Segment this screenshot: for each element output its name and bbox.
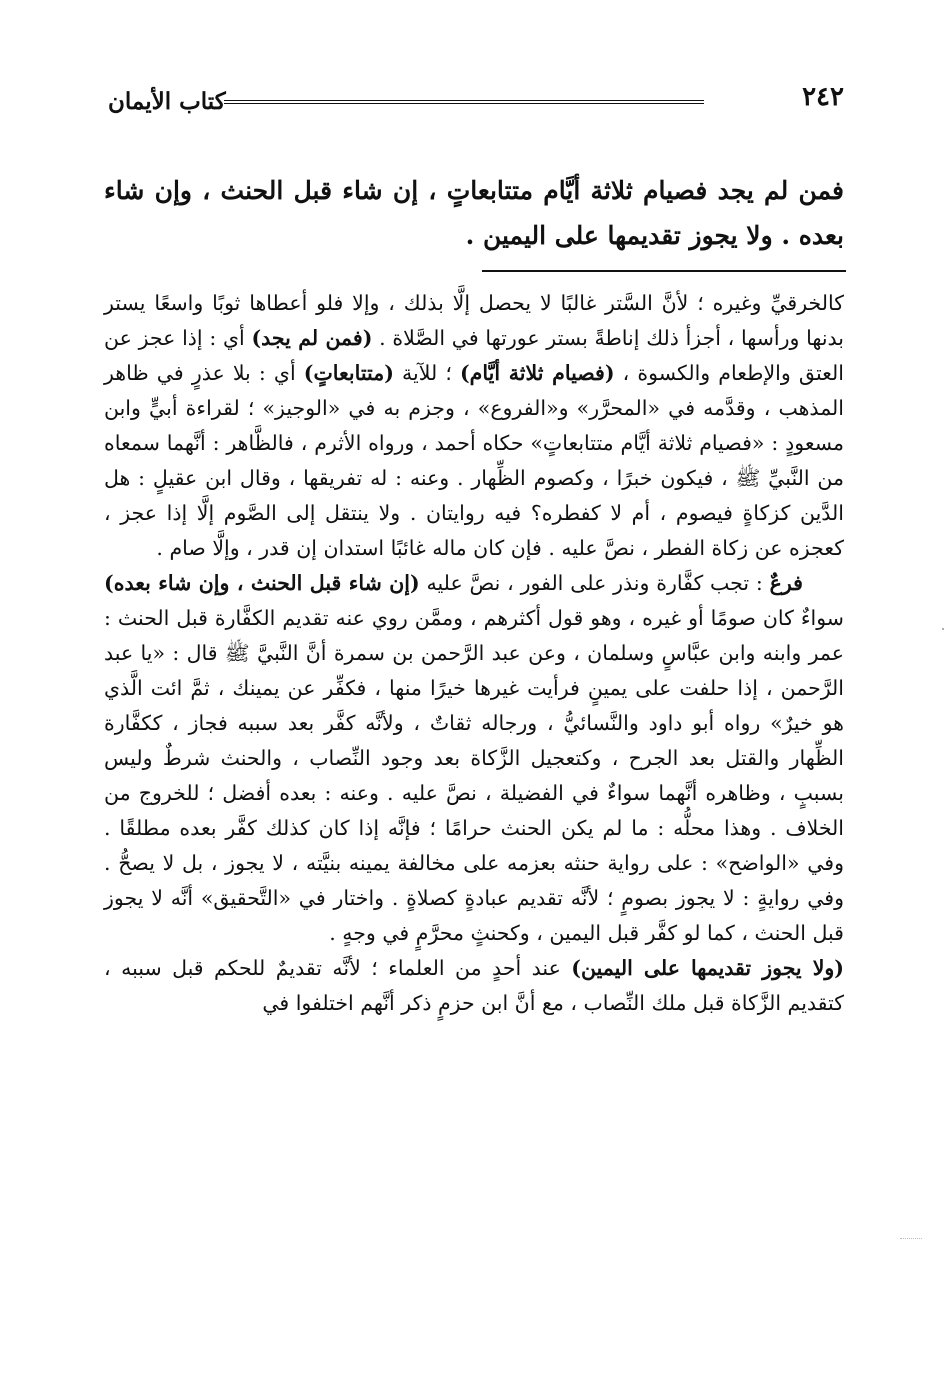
matn-quote: (إن شاء قبل الحنث ، وإن شاء بعده)	[104, 571, 420, 595]
commentary-text: أي : إذا عجز عن العتق والإطعام والكسوة ،	[104, 326, 844, 385]
commentary-text: سواءٌ كان صومًا أو غيره ، وهو قول أكثرهم ، وممَّن روي عنه تقديم الكفَّارة قبل الحنث : عمر وابنه وابن عبَّاسٍ وسلمان ، وعن عبد الرَّحمن بن سمرة أنَّ النَّبيَّ ﷺ قال : «يا عبد الرَّحمن ، إذا حلفت على يمينٍ فرأيت غيرها خيرًا منها ، فكفِّر عن يمينك ، ثمَّ ائت الَّذي هو خيرٌ» رواه أبو داود والنَّسائيُّ ، ورجاله ثقاتٌ ، ولأنَّه كفَّر بعد سببه فجاز ، ككفَّارة الظِّهار والقتل بعد الجرح ، وكتعجيل الزَّكاة بعد وجود النِّصاب ، والحنث شرطٌ وليس بسببٍ ، وظاهره أنَّهما سواءٌ في الفضيلة ، نصَّ عليه . وعنه : بعده أفضل ؛ للخروج من الخلاف . وهذا محلُّه : ما لم يكن الحنث حرامًا ؛ فإنَّه إذا كان كذلك كفَّر بعده مطلقًا . وفي «الواضح» : على رواية حنثه بعزمه على مخالفة يمينه بنيَّته ، لا يجوز ، بل لا يصحُّ . وفي روايةٍ : لا يجوز بصومٍ ؛ لأنَّه تقديم عبادةٍ كصلاةٍ . واختار في «التَّحقيق» أنَّه لا يجوز قبل الحنث ، كما لو كفَّر قبل اليمين ، وكحنثٍ محرَّمٍ في وجهٍ .	[104, 606, 844, 945]
scan-artifact	[900, 1238, 922, 1243]
matn-text: فمن لم يجد فصيام ثلاثة أيَّام متتابعاتٍ ، إن شاء قبل الحنث ، وإن شاء بعده . ولا يجوز تقديمها على اليمين .	[104, 176, 844, 250]
scan-artifact	[942, 628, 944, 630]
matn-quote: (متتابعاتٍ)	[303, 361, 394, 385]
book-title: كتاب الأيمان	[108, 88, 226, 115]
page-number: ٢٤٢	[802, 82, 844, 112]
commentary-paragraph-1	[104, 286, 844, 566]
commentary-paragraph-3	[104, 951, 844, 1021]
matn-separator-rule	[482, 270, 846, 272]
commentary-text: : تجب كفَّارة ونذر على الفور ، نصَّ عليه	[419, 571, 770, 595]
matn-quote: (فصيام ثلاثة أيَّام)	[459, 361, 615, 385]
header-rule	[224, 100, 704, 104]
section-heading: فرعٌ	[769, 571, 803, 595]
matn-quote: (ولا يجوز تقديمها على اليمين)	[571, 956, 844, 980]
commentary-text: ؛ للآية	[393, 361, 460, 385]
commentary-paragraph-2	[104, 566, 844, 951]
matn-quote: (فمن لم يجد)	[251, 326, 373, 350]
commentary-text: عند أحدٍ من العلماء ؛ لأنَّه تقديمٌ للحكم قبل سببه ، كتقديم الزَّكاة قبل ملك النِّصاب ، مع أنَّ ابن حزمٍ ذكر أنَّهم اختلفوا في	[104, 956, 844, 1015]
running-header	[104, 82, 844, 122]
commentary	[104, 286, 844, 1021]
commentary-text: كالخرقيِّ وغيره ؛ لأنَّ السَّتر غالبًا لا يحصل إلَّا بذلك ، وإلا فلو أعطاها ثوبًا واسعًا يستر بدنها ورأسها ، أجزأ ذلك إناطةً بستر عورتها في الصَّلاة .	[104, 291, 844, 350]
commentary-text: أي : بلا عذرٍ في ظاهر المذهب ، وقدَّمه في «المحرَّر» و«الفروع» ، وجزم به في «الوجيز» ؛ لقراءة أبيٍّ وابن مسعودٍ : «فصيام ثلاثة أيَّام متتابعاتٍ» حكاه أحمد ، ورواه الأثرم ، فالظَّاهر : أنَّهما سمعاه من النَّبيِّ ﷺ ، فيكون خبرًا ، وكصوم الظِّهار . وعنه : له تفريقها ، وقال ابن عقيلٍ : هل الدَّين كزكاةٍ فيصوم ، أم لا كفطره؟ فيه روايتان . ولا ينتقل إلى الصَّوم إلَّا إذا عجز ، كعجزه عن زكاة الفطر ، نصَّ عليه . فإن كان ماله غائبًا استدان إن قدر ، وإلَّا صام .	[104, 361, 844, 560]
